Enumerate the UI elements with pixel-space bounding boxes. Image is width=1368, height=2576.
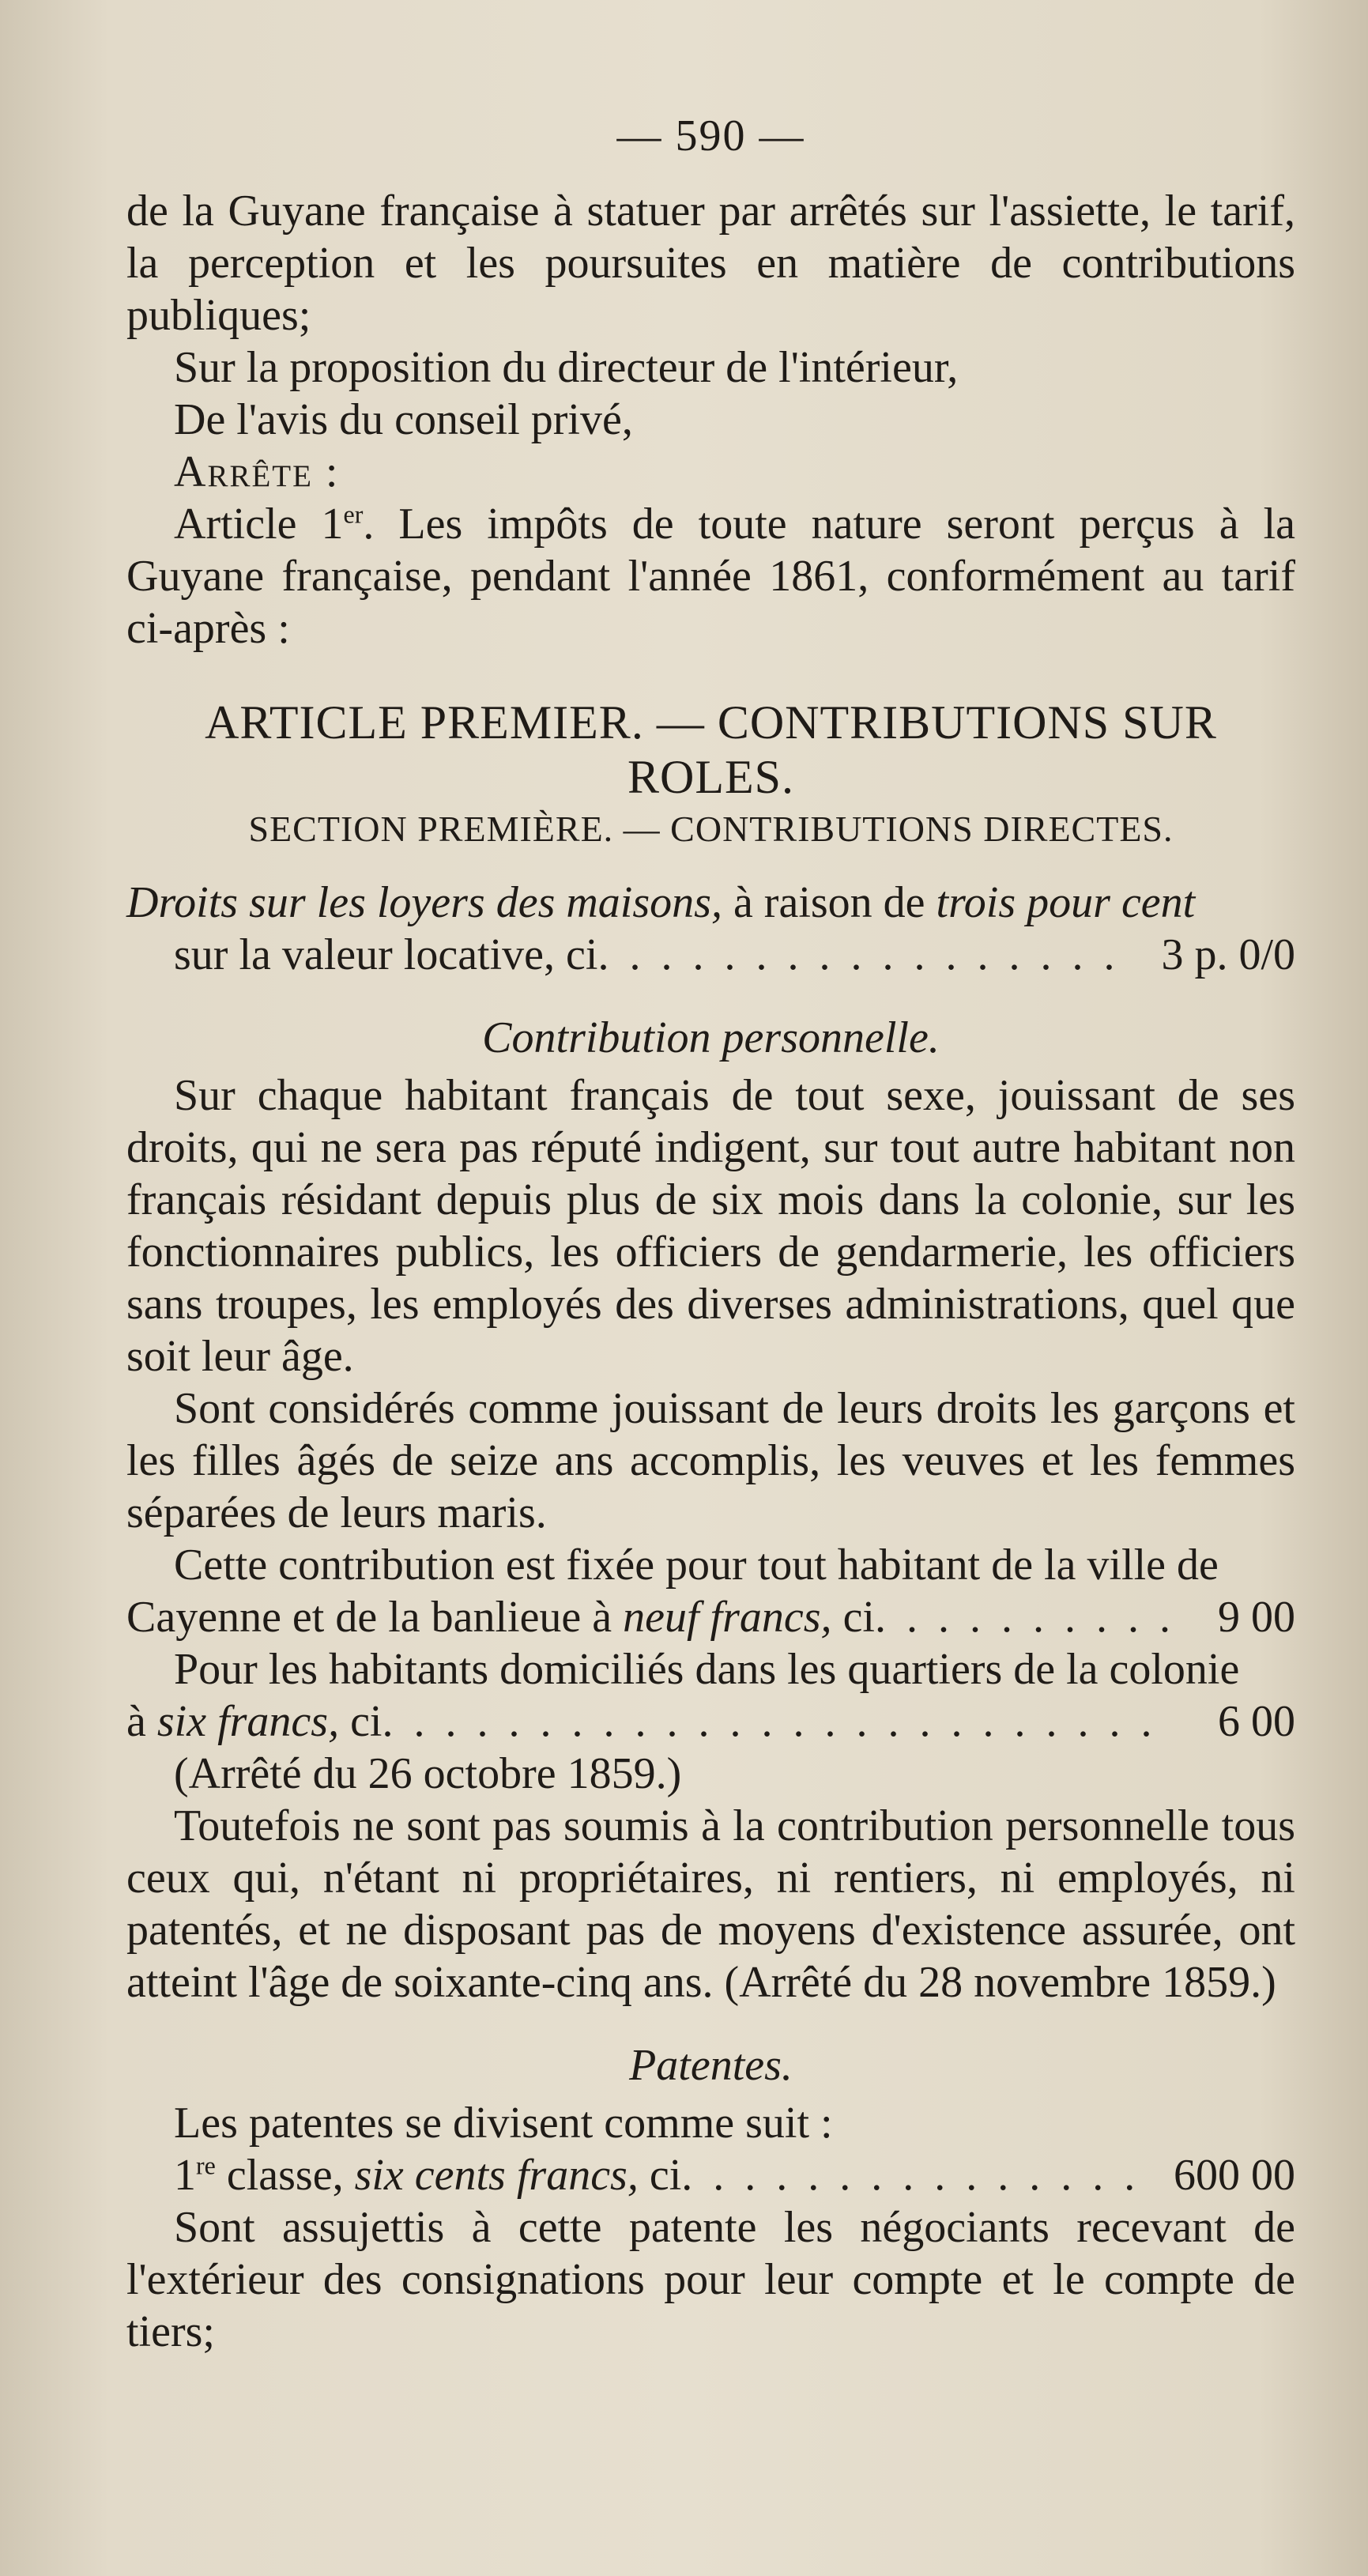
quartiers-amount: 6 00 — [1218, 1697, 1295, 1746]
loyers-text: à raison de — [722, 878, 936, 927]
patentes-title: Patentes. — [629, 2041, 793, 2090]
personnelle-p2: Sont considérés comme jouissant de leurs droits les garçons et les filles âgés de seize ans accomplis, les veuves et les femmes séparées de leurs maris. — [126, 1384, 1295, 1537]
intro-paragraph: de la Guyane française à statuer par arrêtés sur l'assiette, le tarif, la perception et les poursuites en matière de contributions publiques; — [126, 187, 1295, 340]
cayenne-entry — [126, 1591, 1295, 1643]
quartiers-entry — [126, 1695, 1295, 1748]
dot-leader — [875, 1591, 1169, 1643]
cayenne-italic: neuf francs, — [623, 1593, 832, 1642]
patentes-p2: Sont assujettis à cette patente les négociants recevant de l'extérieur des consignations pour leur compte et le compte de tiers; — [126, 2203, 1295, 2356]
cayenne-text: Cayenne et de la banlieue à — [126, 1593, 624, 1642]
patente-1-pre: 1 — [174, 2151, 196, 2200]
section-heading: SECTION PREMIÈRE. — CONTRIBUTIONS DIRECTES. — [248, 809, 1174, 849]
patente-1-label — [174, 2149, 681, 2201]
quartiers-text: à — [126, 1697, 157, 1746]
patente-1-sup: re — [196, 2151, 216, 2180]
dot-leader — [597, 929, 1137, 981]
quartiers-label — [126, 1695, 383, 1748]
avis-line: De l'avis du conseil privé, — [174, 395, 633, 444]
quartiers-ci: ci — [339, 1697, 383, 1746]
dot-leader — [383, 1695, 1170, 1748]
article-1-text: . Les impôts de toute nature seront perçus à la Guyane française, pendant l'année 1861, conformément au tarif ci-après : — [126, 500, 1295, 653]
loyers-line-1 — [126, 877, 1295, 929]
dot-leader — [681, 2149, 1137, 2201]
proposition-line: Sur la proposition du directeur de l'intérieur, — [174, 343, 959, 392]
patente-1-amount: 600 00 — [1174, 2151, 1295, 2200]
article-heading: ARTICLE PREMIER. — CONTRIBUTIONS SUR ROLES. — [205, 696, 1217, 803]
loyers-label: sur la valeur locative, ci — [174, 930, 598, 979]
patente-1-italic: six cents francs, — [354, 2151, 639, 2200]
quartiers-italic: six francs, — [156, 1697, 340, 1746]
personnelle-p1: Sur chaque habitant français de tout sexe, jouissant de ses droits, qui ne sera pas réputé indigent, sur tout autre habitant non français résidant depuis plus de six mois dans la colonie, sur les fonctionnaires publics, les officiers de gendarmerie, les officiers sans troupes, les employés des diverses administrations, quel que soit leur âge. — [126, 1071, 1295, 1381]
article-1-sup: er — [343, 500, 364, 529]
loyers-italic-1: Droits sur les loyers des maisons, — [126, 878, 722, 927]
article-1-prefix: Article 1 — [174, 500, 344, 549]
personnelle-p5: (Arrêté du 26 octobre 1859.) — [174, 1749, 682, 1798]
personnelle-p4: Pour les habitants domiciliés dans les quartiers de la colonie — [174, 1645, 1240, 1694]
cayenne-ci: ci — [831, 1593, 875, 1642]
article-1-paragraph — [126, 498, 1295, 654]
loyers-entry — [126, 929, 1295, 981]
loyers-italic-2: trois pour cent — [936, 878, 1196, 927]
patentes-p1: Les patentes se divisent comme suit : — [174, 2099, 833, 2148]
page-number: — 590 — — [616, 111, 805, 160]
patente-1-ci: ci — [638, 2151, 682, 2200]
personnelle-p6: Toutefois ne sont pas soumis à la contribution personnelle tous ceux qui, n'étant ni propriétaires, ni rentiers, ni employés, ni patentés, et ne disposant pas de moyens d'existence assurée, ont atteint l'âge de soixante-cinq ans. (Arrêté du 28 novembre 1859.) — [126, 1801, 1295, 2007]
loyers-amount: 3 p. 0/0 — [1161, 930, 1295, 979]
patente-1-entry — [126, 2149, 1295, 2201]
personnelle-p3: Cette contribution est fixée pour tout habitant de la ville de — [174, 1541, 1219, 1590]
arrete-line: Arrête : — [174, 447, 340, 496]
patente-1-text: classe, — [215, 2151, 355, 2200]
personnelle-title: Contribution personnelle. — [482, 1013, 940, 1062]
cayenne-amount: 9 00 — [1218, 1593, 1295, 1642]
cayenne-label — [126, 1591, 875, 1643]
